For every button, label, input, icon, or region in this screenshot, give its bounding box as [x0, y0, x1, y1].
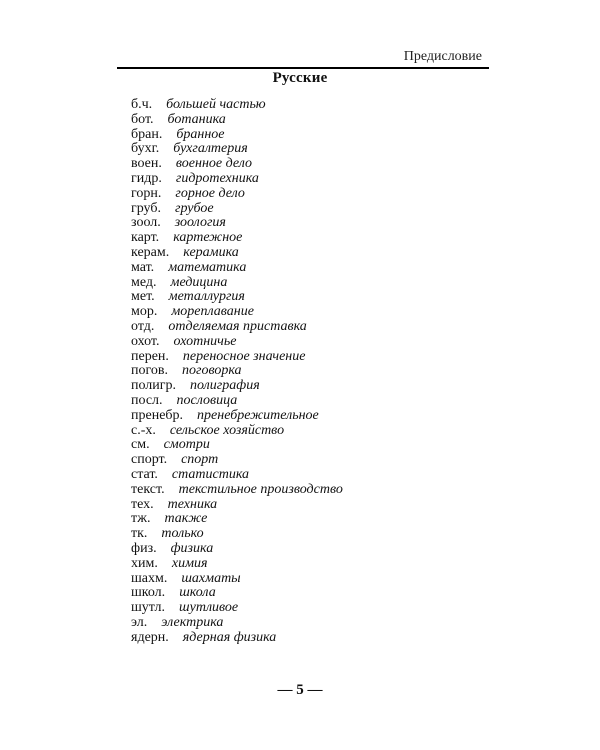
abbreviation-row	[131, 350, 343, 365]
abbreviation-meaning: химия	[171, 555, 208, 571]
abbreviation-row	[131, 483, 343, 498]
abbreviation-meaning: гидротехника	[175, 170, 259, 186]
abbreviation-meaning: зоология	[174, 215, 226, 231]
abbreviation-row	[131, 616, 343, 631]
abbreviation-meaning: текстильное производство	[178, 481, 343, 497]
abbreviation-row	[131, 246, 343, 261]
abbreviation-row	[131, 290, 343, 305]
abbreviation-meaning: отделяемая приставка	[168, 318, 307, 334]
abbreviation-row	[131, 409, 343, 424]
abbreviation-row	[131, 557, 343, 572]
abbreviation-row	[131, 187, 343, 202]
abbreviation-meaning: математика	[168, 259, 247, 275]
page-number: — 5 —	[277, 682, 323, 698]
abbreviation-row	[131, 98, 343, 113]
abbreviation-row	[131, 631, 343, 646]
abbreviation-row	[131, 128, 343, 143]
abbreviation-row	[131, 468, 343, 483]
abbreviation-meaning: полиграфия	[190, 378, 260, 394]
abbreviation-short: отд.	[131, 318, 155, 334]
abbreviation-short: охот.	[131, 333, 160, 349]
abbreviation-row	[131, 142, 343, 157]
abbreviation-meaning: мореплавание	[171, 304, 254, 320]
abbreviation-meaning: физика	[170, 540, 214, 556]
abbreviation-short: погов.	[131, 363, 168, 379]
abbreviation-meaning: электрика	[161, 614, 224, 630]
abbreviation-meaning: ботаника	[167, 111, 226, 127]
abbreviation-meaning: шутливое	[179, 600, 239, 616]
abbreviation-short: перен.	[131, 348, 169, 364]
abbreviation-short: горн.	[131, 185, 162, 201]
abbreviation-row	[131, 586, 343, 601]
abbreviation-meaning: картежное	[173, 230, 243, 246]
abbreviation-meaning: также	[164, 511, 208, 527]
abbreviation-meaning: статистика	[171, 466, 250, 482]
abbreviation-short: бухг.	[131, 141, 160, 157]
abbreviation-short: мед.	[131, 274, 157, 290]
abbreviation-row	[131, 512, 343, 527]
abbreviation-short: мет.	[131, 289, 155, 305]
abbreviation-short: шутл.	[131, 600, 166, 616]
abbreviation-meaning: пословица	[176, 392, 238, 408]
abbreviation-short: мор.	[131, 304, 158, 320]
abbreviation-row	[131, 276, 343, 291]
abbreviation-meaning: военное дело	[175, 156, 253, 172]
abbreviation-row	[131, 424, 343, 439]
abbreviation-short: бот.	[131, 111, 154, 127]
abbreviation-row	[131, 172, 343, 187]
abbreviation-row	[131, 572, 343, 587]
abbreviation-row	[131, 335, 343, 350]
abbreviation-meaning: горное дело	[175, 185, 245, 201]
abbreviation-row	[131, 231, 343, 246]
abbreviation-short: полигр.	[131, 378, 177, 394]
abbreviation-short: эл.	[131, 614, 148, 630]
abbreviation-row	[131, 157, 343, 172]
abbreviation-short: зоол.	[131, 215, 161, 231]
abbreviation-list	[131, 98, 343, 645]
abbreviation-short: тк.	[131, 526, 148, 542]
abbreviation-short: тех.	[131, 496, 154, 512]
abbreviation-meaning: медицина	[170, 274, 228, 290]
abbreviation-row	[131, 527, 343, 542]
abbreviation-meaning: только	[161, 526, 204, 542]
abbreviation-short: керам.	[131, 244, 170, 260]
abbreviation-short: пренебр.	[131, 407, 184, 423]
abbreviation-row	[131, 601, 343, 616]
abbreviation-short: гидр.	[131, 170, 162, 186]
abbreviation-short: мат.	[131, 259, 155, 275]
abbreviation-meaning: грубое	[175, 200, 214, 216]
abbreviation-meaning: металлургия	[168, 289, 245, 305]
abbreviation-short: стат.	[131, 466, 158, 482]
abbreviation-row	[131, 438, 343, 453]
header-rule	[117, 67, 489, 69]
abbreviation-meaning: ядерная физика	[182, 629, 277, 645]
abbreviation-short: с.-х.	[131, 422, 156, 438]
abbreviation-meaning: бухгалтерия	[173, 141, 248, 157]
abbreviation-meaning: керамика	[183, 244, 239, 260]
abbreviation-meaning: охотничье	[173, 333, 237, 349]
abbreviation-row	[131, 216, 343, 231]
abbreviation-short: тж.	[131, 511, 151, 527]
abbreviation-meaning: бранное	[176, 126, 225, 142]
abbreviation-meaning: техника	[167, 496, 218, 512]
abbreviation-short: физ.	[131, 540, 157, 556]
abbreviation-row	[131, 364, 343, 379]
abbreviation-meaning: школа	[179, 585, 216, 601]
abbreviation-short: карт.	[131, 230, 160, 246]
abbreviation-short: см.	[131, 437, 150, 453]
section-title: Русские	[272, 70, 328, 86]
abbreviation-row	[131, 202, 343, 217]
abbreviation-row	[131, 261, 343, 276]
abbreviation-row	[131, 305, 343, 320]
abbreviation-meaning: смотри	[163, 437, 210, 453]
abbreviation-row	[131, 379, 343, 394]
abbreviation-short: воен.	[131, 156, 162, 172]
abbreviation-row	[131, 394, 343, 409]
abbreviation-meaning: поговорка	[182, 363, 242, 379]
abbreviation-short: б.ч.	[131, 97, 153, 112]
abbreviation-short: посл.	[131, 392, 163, 408]
abbreviation-row	[131, 542, 343, 557]
abbreviation-meaning: переносное значение	[182, 348, 306, 364]
abbreviation-short: бран.	[131, 126, 163, 142]
abbreviation-meaning: спорт	[181, 452, 219, 468]
abbreviation-meaning: пренебрежительное	[197, 407, 319, 423]
abbreviation-short: шахм.	[131, 570, 168, 586]
abbreviation-meaning: большей частью	[166, 97, 266, 112]
abbreviation-short: школ.	[131, 585, 166, 601]
abbreviation-row	[131, 113, 343, 128]
abbreviation-row	[131, 320, 343, 335]
abbreviation-short: спорт.	[131, 452, 168, 468]
abbreviation-row	[131, 498, 343, 513]
abbreviation-row	[131, 453, 343, 468]
abbreviation-short: текст.	[131, 481, 165, 497]
abbreviation-meaning: сельское хозяйство	[169, 422, 285, 438]
abbreviation-meaning: шахматы	[181, 570, 241, 586]
header-section-label: Предисловие	[403, 49, 482, 64]
abbreviation-short: хим.	[131, 555, 158, 571]
abbreviation-short: груб.	[131, 200, 161, 216]
abbreviation-short: ядерн.	[131, 629, 169, 645]
